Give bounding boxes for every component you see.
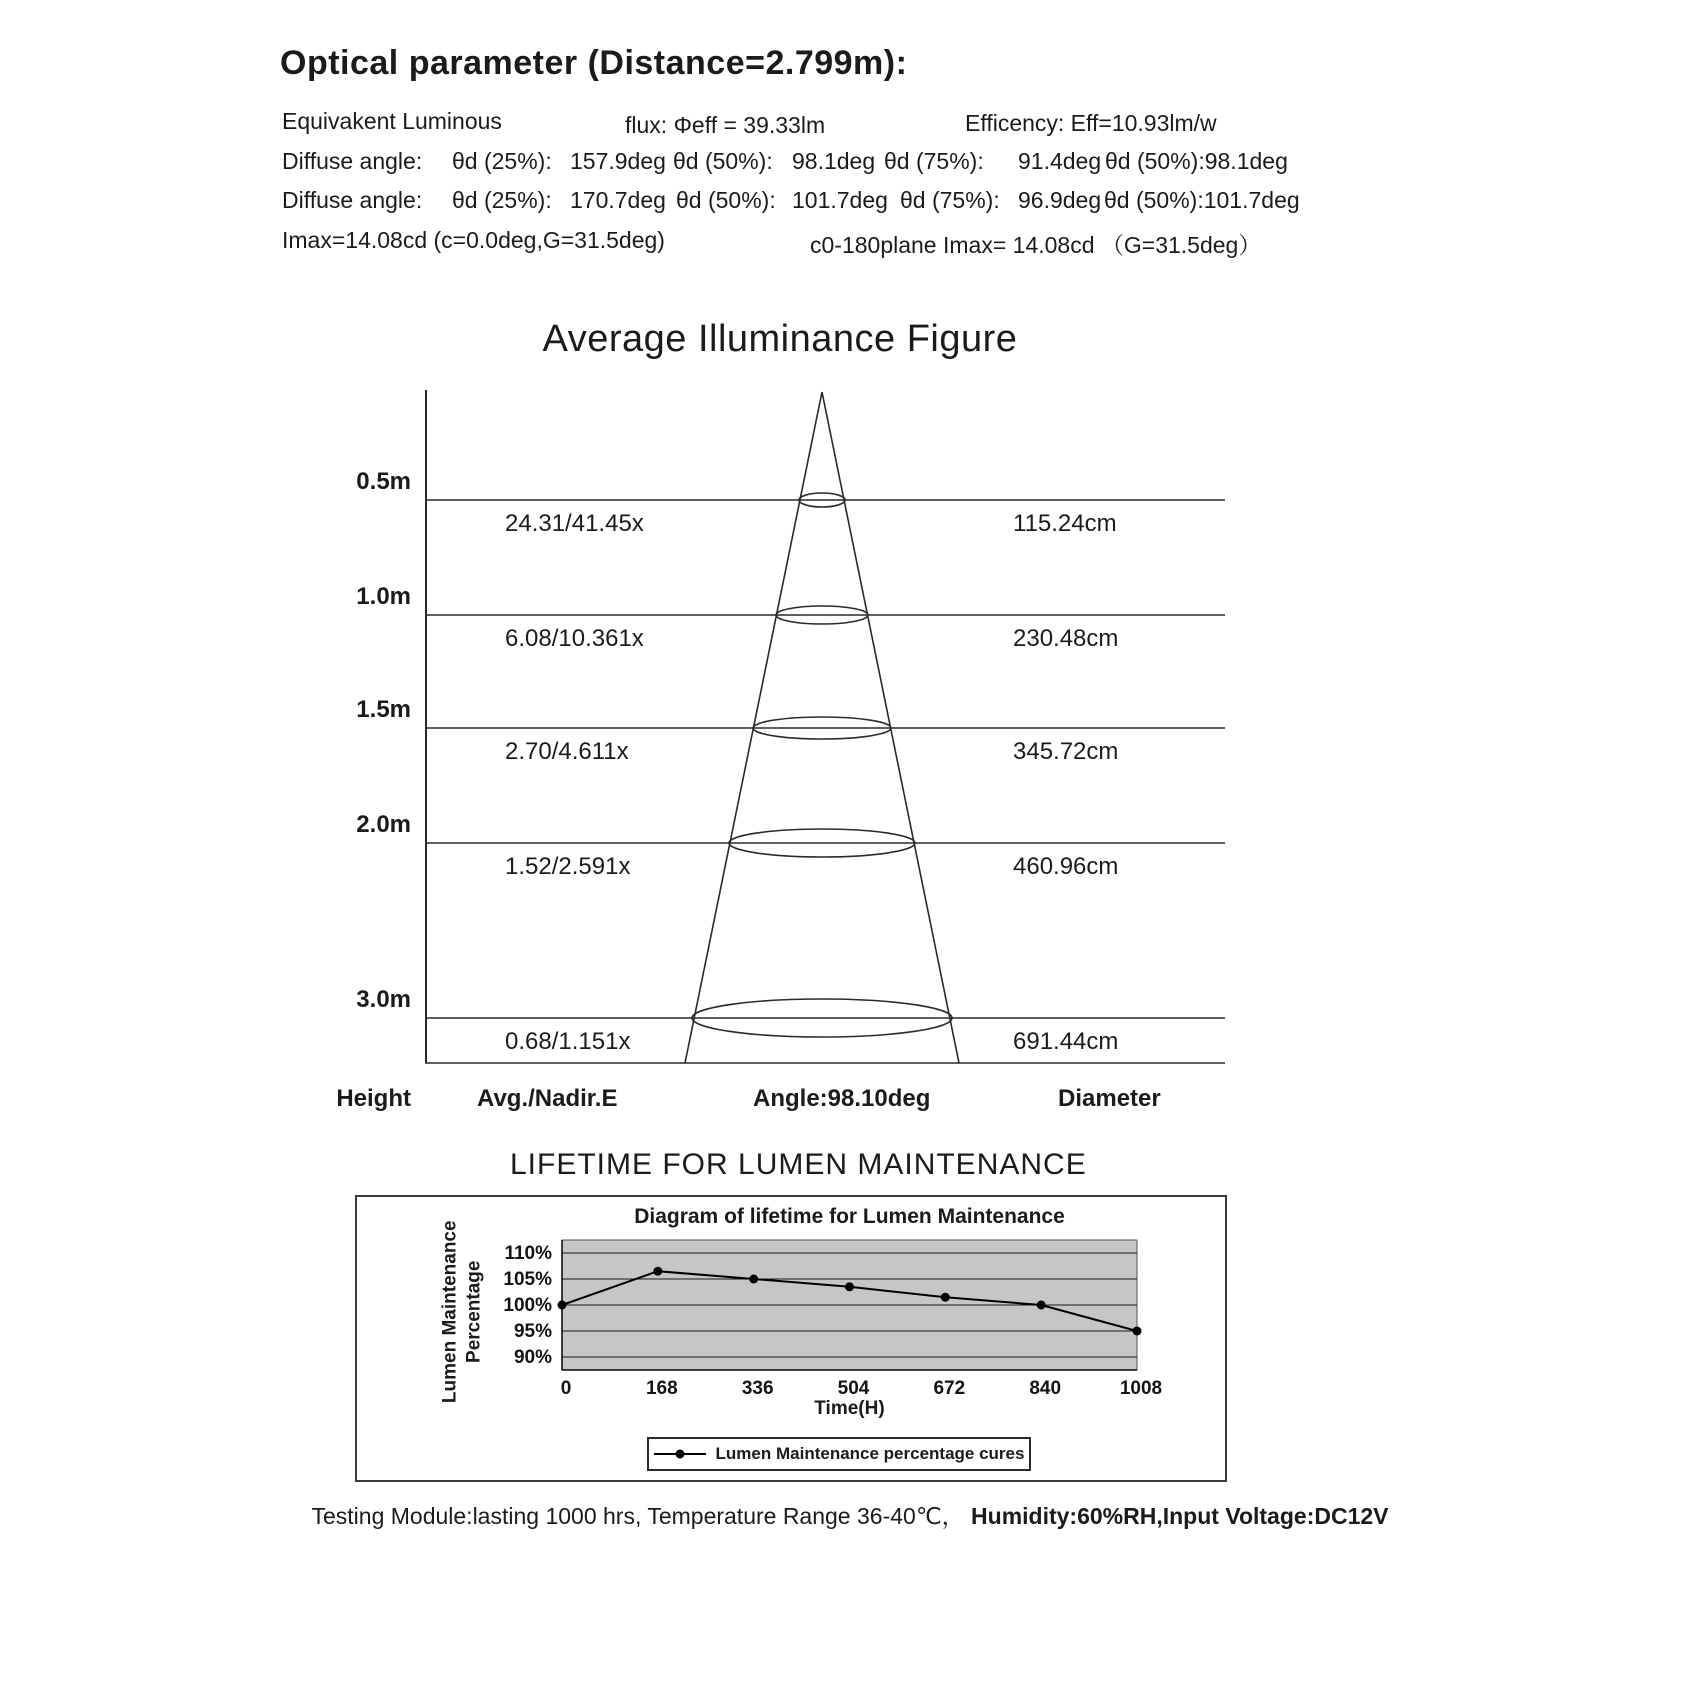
svg-text:0: 0: [560, 1378, 572, 1399]
angle-25-label-2: θd (25%):: [452, 187, 552, 213]
height-label-10m: 1.0m: [356, 583, 411, 610]
diameter-15m: 345.72cm: [1013, 738, 1119, 765]
testing-note-bold: Humidity:60%RH,Input Voltage:DC12V: [971, 1503, 1389, 1529]
svg-text:336: 336: [741, 1378, 774, 1399]
imax-value: Imax=14.08cd (c=0.0deg,G=31.5deg): [282, 227, 665, 253]
svg-text:90%: 90%: [513, 1347, 552, 1368]
axis-label-angle: Angle:98.10deg: [753, 1085, 931, 1112]
svg-text:672: 672: [933, 1378, 966, 1399]
angle-50b-value-2: θd (50%):101.7deg: [1104, 187, 1300, 213]
angle-25-label-1: θd (25%):: [452, 148, 552, 174]
diameter-30m: 691.44cm: [1013, 1028, 1119, 1055]
flux-value: flux: Φeff = 39.33lm: [625, 112, 826, 138]
avg-nadir-15m: 2.70/4.611x: [505, 738, 629, 765]
diffuse-angle-label-2: Diffuse angle:: [282, 187, 423, 213]
illuminance-cone-figure: [336, 390, 1225, 1112]
angle-75-label-2: θd (75%):: [900, 187, 1000, 213]
optical-parameter-title: Optical parameter (Distance=2.799m):: [280, 44, 908, 82]
axis-label-diameter: Diameter: [1058, 1085, 1161, 1112]
c0-180-imax-value: c0-180plane Imax= 14.08cd （G=31.5deg）: [810, 232, 1262, 258]
lumen-maintenance-chart: [355, 1195, 1227, 1482]
angle-75-label-1: θd (75%):: [884, 148, 984, 174]
y-axis-title-line1: Lumen Maintenance: [439, 1220, 461, 1404]
svg-text:168: 168: [645, 1378, 678, 1399]
lumen-chart-title: Diagram of lifetime for Lumen Maintenance: [634, 1205, 1065, 1228]
lumen-legend: [647, 1437, 1031, 1471]
svg-text:105%: 105%: [503, 1269, 552, 1290]
angle-50-label-1: θd (50%):: [673, 148, 773, 174]
angle-25-value-2: 170.7deg: [570, 187, 666, 213]
diameter-05m: 115.24cm: [1013, 510, 1117, 537]
svg-text:95%: 95%: [513, 1321, 552, 1342]
axis-label-avg-nadir: Avg./Nadir.E: [477, 1085, 618, 1112]
angle-75-value-2: 96.9deg: [1018, 187, 1102, 213]
svg-text:504: 504: [837, 1378, 870, 1399]
equivalent-luminous-label: Equivakent Luminous: [282, 108, 502, 134]
legend-series-label: Lumen Maintenance percentage cures: [715, 1444, 1025, 1463]
testing-conditions-note: [0, 1498, 1700, 1531]
illuminance-figure-title: Average Illuminance Figure: [542, 318, 1018, 360]
axis-label-height: Height: [336, 1085, 411, 1112]
angle-50b-value-1: θd (50%):98.1deg: [1105, 148, 1288, 174]
svg-text:1008: 1008: [1119, 1378, 1163, 1399]
avg-nadir-10m: 6.08/10.361x: [505, 625, 644, 652]
testing-note-normal: Testing Module:lasting 1000 hrs, Temperature Range 36-40℃，: [311, 1503, 965, 1529]
lumen-x-axis-title: Time(H): [814, 1398, 885, 1419]
lumen-section-title: LIFETIME FOR LUMEN MAINTENANCE: [510, 1148, 1087, 1181]
angle-50-label-2: θd (50%):: [676, 187, 776, 213]
diffuse-angle-label-1: Diffuse angle:: [282, 148, 423, 174]
angle-75-value-1: 91.4deg: [1018, 148, 1102, 174]
avg-nadir-20m: 1.52/2.591x: [505, 853, 631, 880]
efficiency-value: Efficency: Eff=10.93lm/w: [965, 110, 1217, 136]
diameter-20m: 460.96cm: [1013, 853, 1119, 880]
angle-25-value-1: 157.9deg: [570, 148, 666, 174]
height-label-20m: 2.0m: [356, 811, 411, 838]
diameter-10m: 230.48cm: [1013, 625, 1119, 652]
svg-text:840: 840: [1029, 1378, 1062, 1399]
height-label-05m: 0.5m: [356, 468, 411, 495]
svg-text:100%: 100%: [503, 1295, 552, 1316]
avg-nadir-05m: 24.31/41.45x: [505, 510, 644, 537]
legend-line-marker-icon: [654, 1448, 706, 1460]
angle-50-value-2: 101.7deg: [792, 187, 888, 213]
height-label-15m: 1.5m: [356, 696, 411, 723]
height-label-30m: 3.0m: [356, 986, 411, 1013]
svg-text:110%: 110%: [504, 1243, 552, 1264]
angle-50-value-1: 98.1deg: [792, 148, 876, 174]
y-axis-title-line2: Percentage: [463, 1260, 484, 1363]
avg-nadir-30m: 0.68/1.151x: [505, 1028, 631, 1055]
